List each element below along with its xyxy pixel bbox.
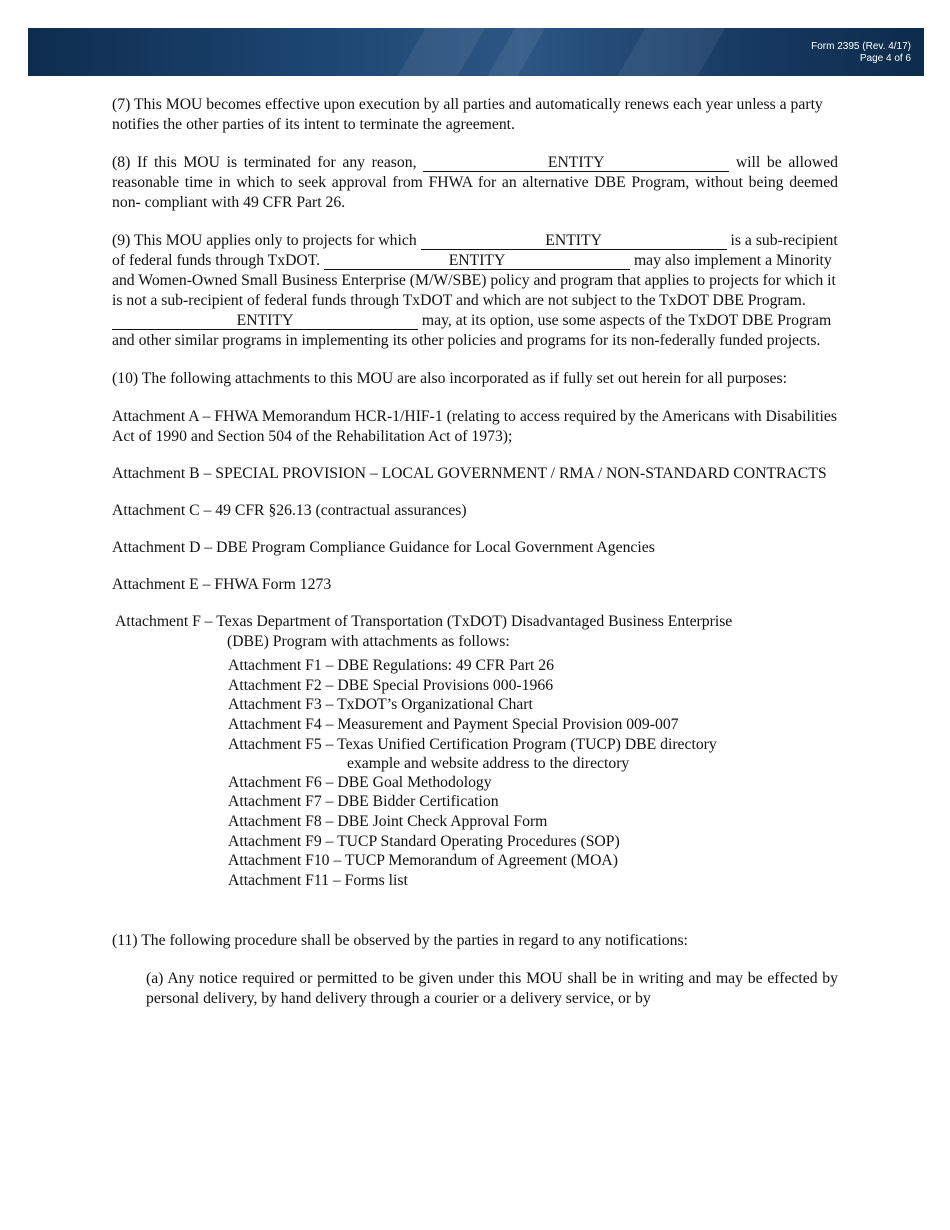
attachment-f5-cont: example and website address to the directory	[347, 754, 630, 772]
paragraph-9-text: may also implement a Minority and Women-Owned Small Business Enterprise (M/W/SBE) policy and program that applies to projects for which it is not a sub-recipient of federal funds through TxDOT and which are not subject to the TxDOT DBE Program.	[112, 252, 836, 309]
paragraph-8-text: will be allowed reasonable time in which to seek approval from FHWA for an alternative DBE Program, without being deemed non- compliant with 49 CFR Part 26.	[112, 154, 838, 211]
paragraph-11: (11) The following procedure shall be observed by the parties in regard to any notifications:	[112, 931, 688, 949]
document-body	[112, 95, 838, 1027]
paragraph-9-text: (9) This MOU applies only to projects for which	[112, 232, 421, 249]
attachment-d: Attachment D – DBE Program Compliance Guidance for Local Government Agencies	[112, 539, 655, 556]
paragraph-10: (10) The following attachments to this MOU are also incorporated as if fully set out herein for all purposes:	[112, 370, 787, 387]
attachment-b: Attachment B – SPECIAL PROVISION – LOCAL GOVERNMENT / RMA / NON-STANDARD CONTRACTS	[112, 465, 827, 482]
paragraph-8	[112, 153, 838, 213]
entity-blank: ENTITY	[421, 232, 727, 250]
entity-blank: ENTITY	[423, 154, 729, 172]
attachment-e: Attachment E – FHWA Form 1273	[112, 576, 332, 593]
page-label: Page 4 of 6	[859, 53, 911, 64]
form-meta	[811, 41, 911, 65]
attachment-f	[112, 612, 838, 891]
attachment-f7: Attachment F7 – DBE Bidder Certification	[228, 793, 499, 811]
attachment-f8: Attachment F8 – DBE Joint Check Approval Form	[228, 812, 548, 830]
attachment-f1: Attachment F1 – DBE Regulations: 49 CFR Part 26	[228, 657, 554, 674]
banner-decoration	[599, 28, 737, 76]
attachment-a: Attachment A – FHWA Memorandum HCR-1/HIF-1 (relating to access required by the Americans with Disabilities Act of 1990 and Section 504 of the Rehabilitation Act of 1973);	[112, 408, 837, 445]
paragraph-9-text: is a sub-recipient of federal funds through TxDOT.	[112, 232, 838, 269]
banner-decoration	[469, 28, 557, 76]
attachment-f-title: Attachment F – Texas Department of Transportation (TxDOT) Disadvantaged Business Enterprise	[115, 613, 733, 630]
attachment-c: Attachment C – 49 CFR §26.13 (contractual assurances)	[112, 502, 467, 519]
banner-decoration	[379, 28, 497, 76]
form-label: Form 2395 (Rev. 4/17)	[811, 41, 911, 52]
header-banner	[28, 28, 924, 76]
paragraph-7: (7) This MOU becomes effective upon execution by all parties and automatically renews each year unless a party notifies the other parties of its intent to terminate the agreement.	[112, 96, 823, 133]
attachment-f6: Attachment F6 – DBE Goal Methodology	[228, 773, 492, 791]
entity-blank: ENTITY	[324, 252, 630, 270]
attachment-f3: Attachment F3 – TxDOT’s Organizational Chart	[228, 696, 533, 714]
paragraph-8-text: (8) If this MOU is terminated for any reason,	[112, 154, 424, 171]
attachment-f5: Attachment F5 – Texas Unified Certification Program (TUCP) DBE directory	[228, 735, 717, 753]
attachment-f4: Attachment F4 – Measurement and Payment Special Provision 009-007	[228, 716, 679, 734]
attachment-f9: Attachment F9 – TUCP Standard Operating Procedures (SOP)	[228, 832, 620, 850]
attachment-f2: Attachment F2 – DBE Special Provisions 000-1966	[228, 676, 554, 694]
paragraph-9-text: may, at its option, use some aspects of the TxDOT DBE Program and other similar programs in implementing its other policies and programs for its non-federally funded projects.	[112, 312, 832, 349]
paragraph-9	[112, 231, 838, 351]
paragraph-11a: (a) Any notice required or permitted to be given under this MOU shall be in writing and may be effected by personal delivery, by hand delivery through a courier or a delivery service, or by	[146, 969, 838, 1007]
attachment-f11: Attachment F11 – Forms list	[228, 872, 408, 890]
attachment-list	[112, 407, 838, 891]
attachment-f-sublist	[228, 656, 838, 891]
attachment-f-title-cont: (DBE) Program with attachments as follows:	[227, 633, 510, 650]
entity-blank: ENTITY	[112, 312, 418, 330]
attachment-f10: Attachment F10 – TUCP Memorandum of Agreement (MOA)	[228, 852, 618, 870]
